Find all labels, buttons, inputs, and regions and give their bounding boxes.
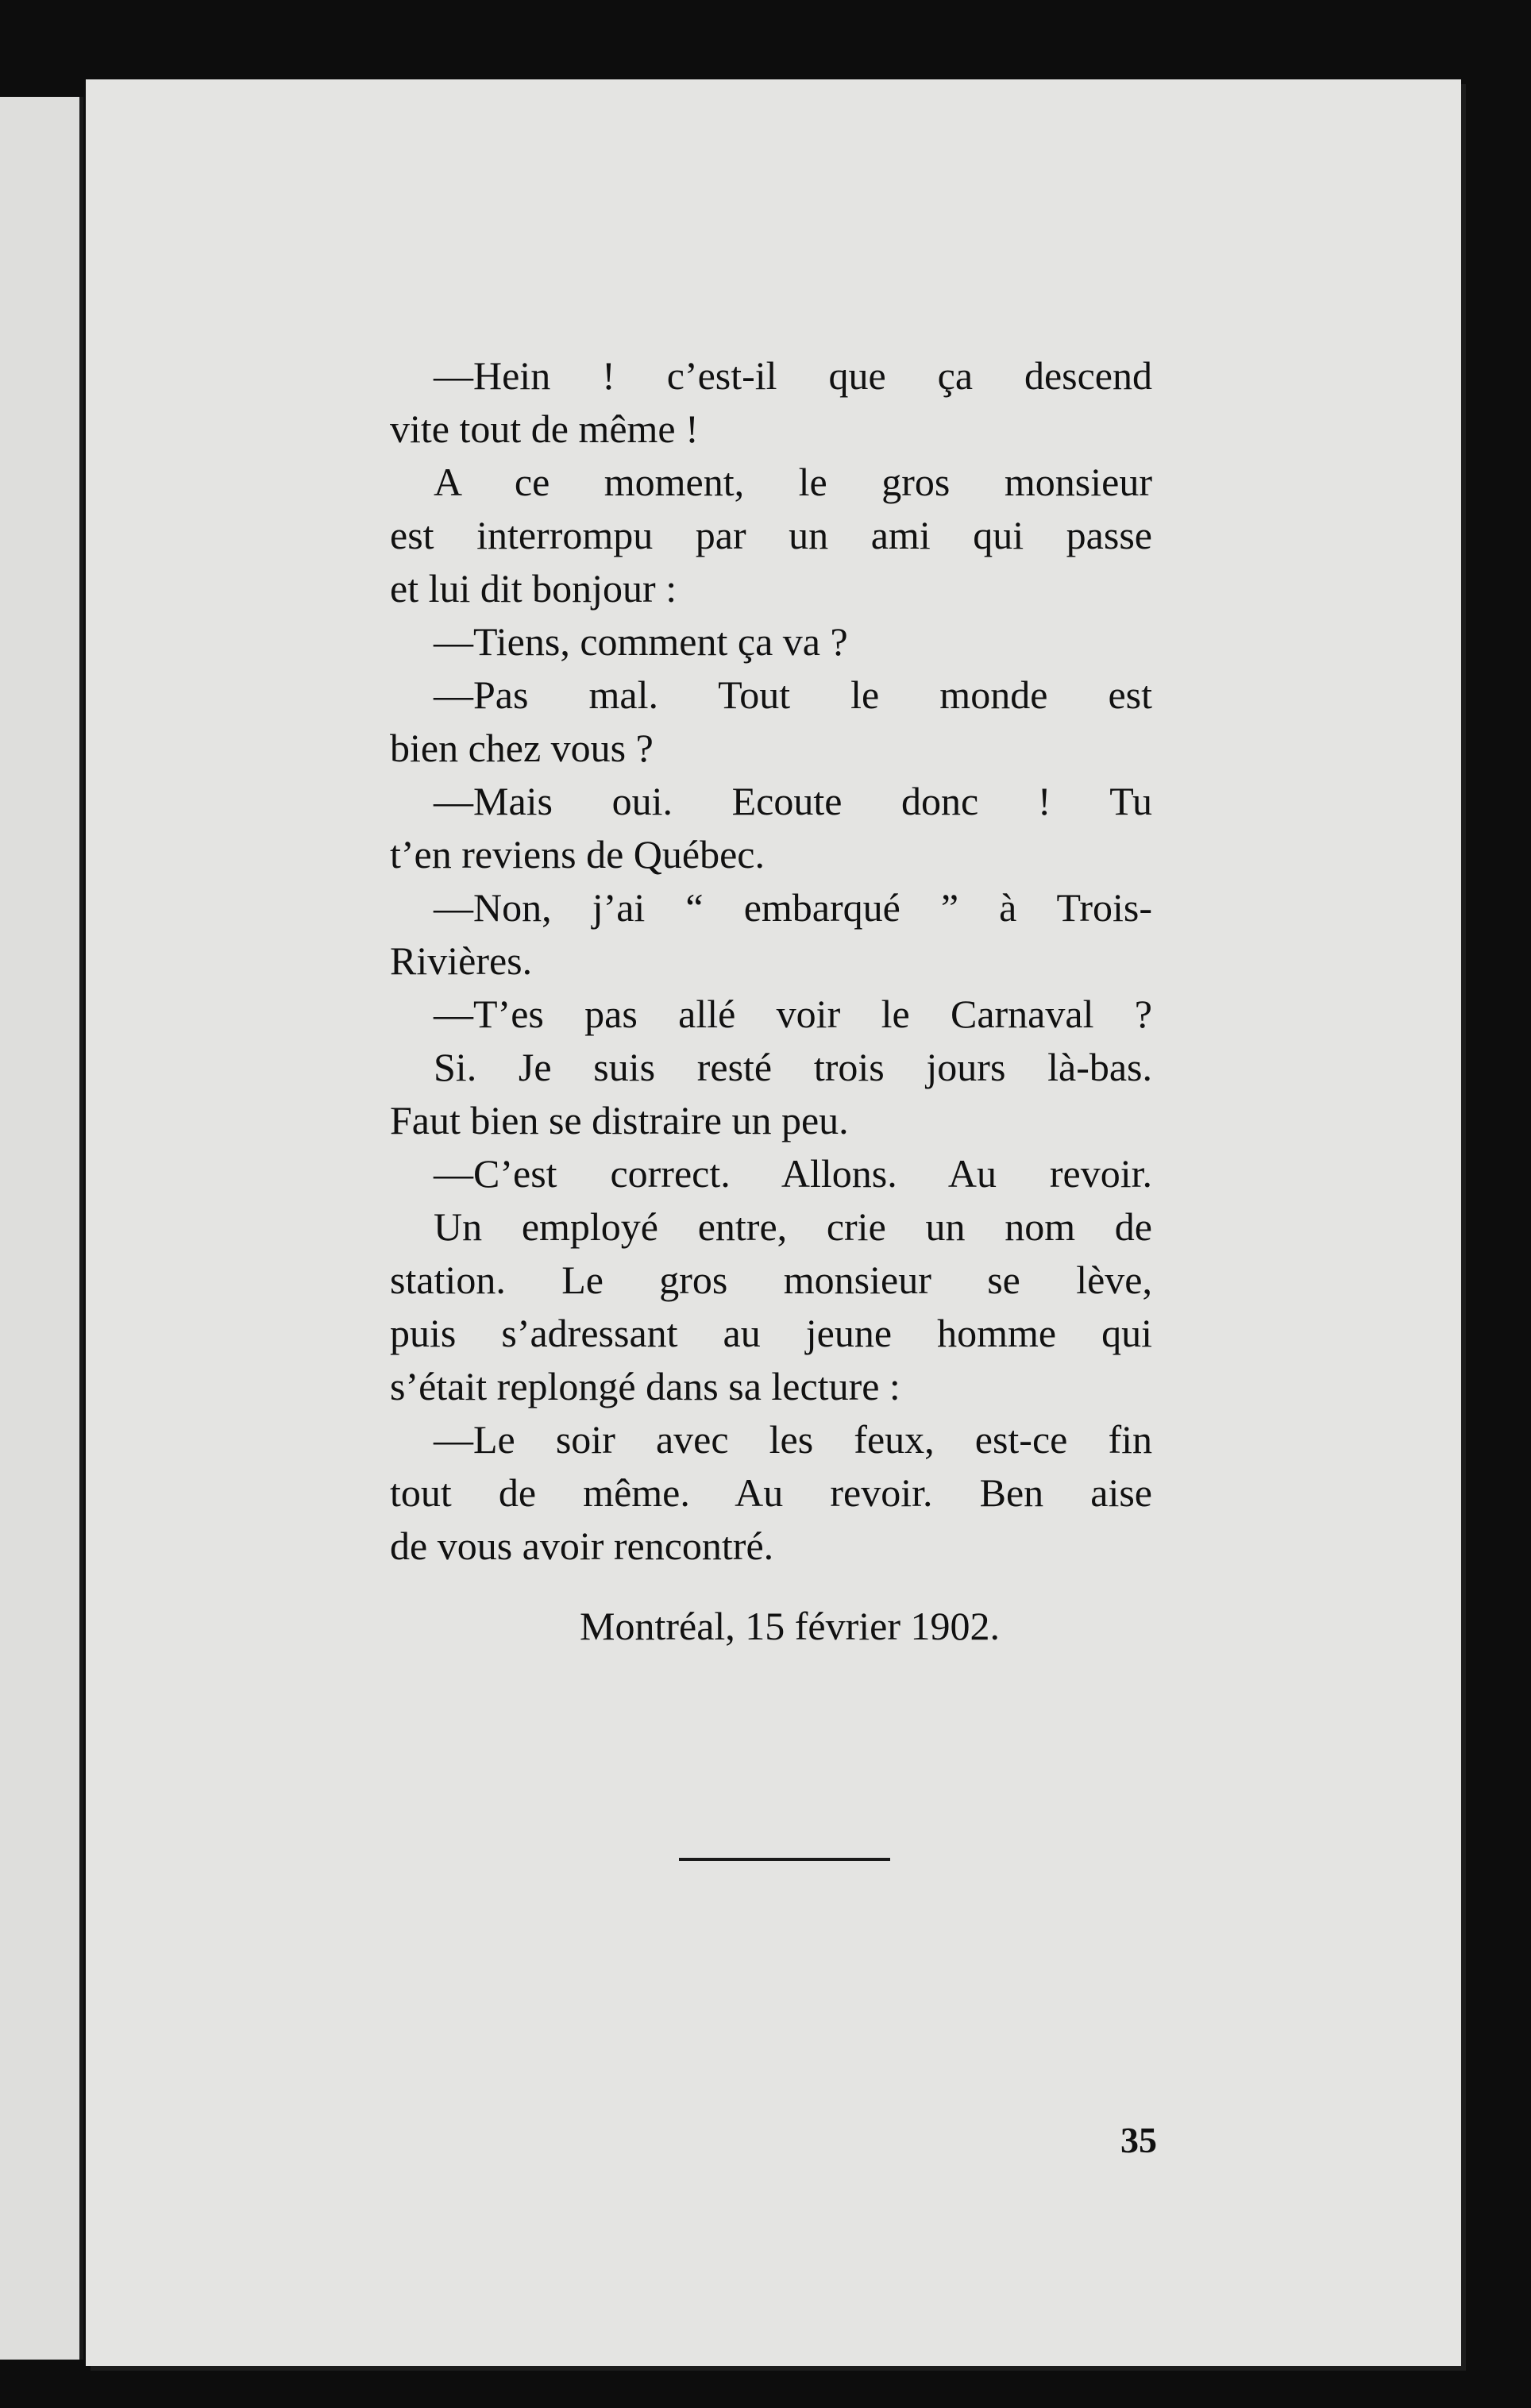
text-line: vite tout de même ! [390,406,699,451]
text-line: A ce moment, le gros monsieur [434,460,1152,504]
text-line: Faut bien se distraire un peu. [390,1098,849,1142]
text-line: —Mais oui. Ecoute donc ! Tu [434,779,1152,823]
text-line: t’en reviens de Québec. [390,832,765,877]
book-page [86,79,1461,2366]
text-line: bien chez vous ? [390,726,654,770]
text-line: —Pas mal. Tout le monde est [434,672,1152,717]
section-rule [679,1858,890,1861]
text-line: station. Le gros monsieur se lève, [390,1258,1152,1302]
text-line: —Tiens, comment ça va ? [434,619,848,664]
text-line: —Hein ! c’est-il que ça descend [434,353,1152,398]
text-line: et lui dit bonjour : [390,566,677,611]
place-date-signature: Montréal, 15 février 1902. [580,1604,1001,1648]
text-line: s’était replongé dans sa lecture : [390,1364,900,1408]
text-line: Un employé entre, crie un nom de [434,1204,1152,1249]
text-line: est interrompu par un ami qui passe [390,513,1152,557]
previous-page-edge [0,97,83,2360]
text-line: de vous avoir rencontré. [390,1524,774,1568]
text-line: —T’es pas allé voir le Carnaval ? [434,992,1152,1036]
text-line: Rivières. [390,938,533,983]
text-line: tout de même. Au revoir. Ben aise [390,1470,1152,1515]
text-line: puis s’adressant au jeune homme qui [390,1311,1152,1355]
text-line: —Le soir avec les feux, est-ce fin [434,1417,1152,1462]
text-line: —C’est correct. Allons. Au revoir. [434,1151,1152,1196]
text-line: —Non, j’ai “ embarqué ” à Trois- [434,885,1152,930]
text-line: Si. Je suis resté trois jours là-bas. [434,1045,1152,1089]
page-number: 35 [1120,2120,1157,2160]
